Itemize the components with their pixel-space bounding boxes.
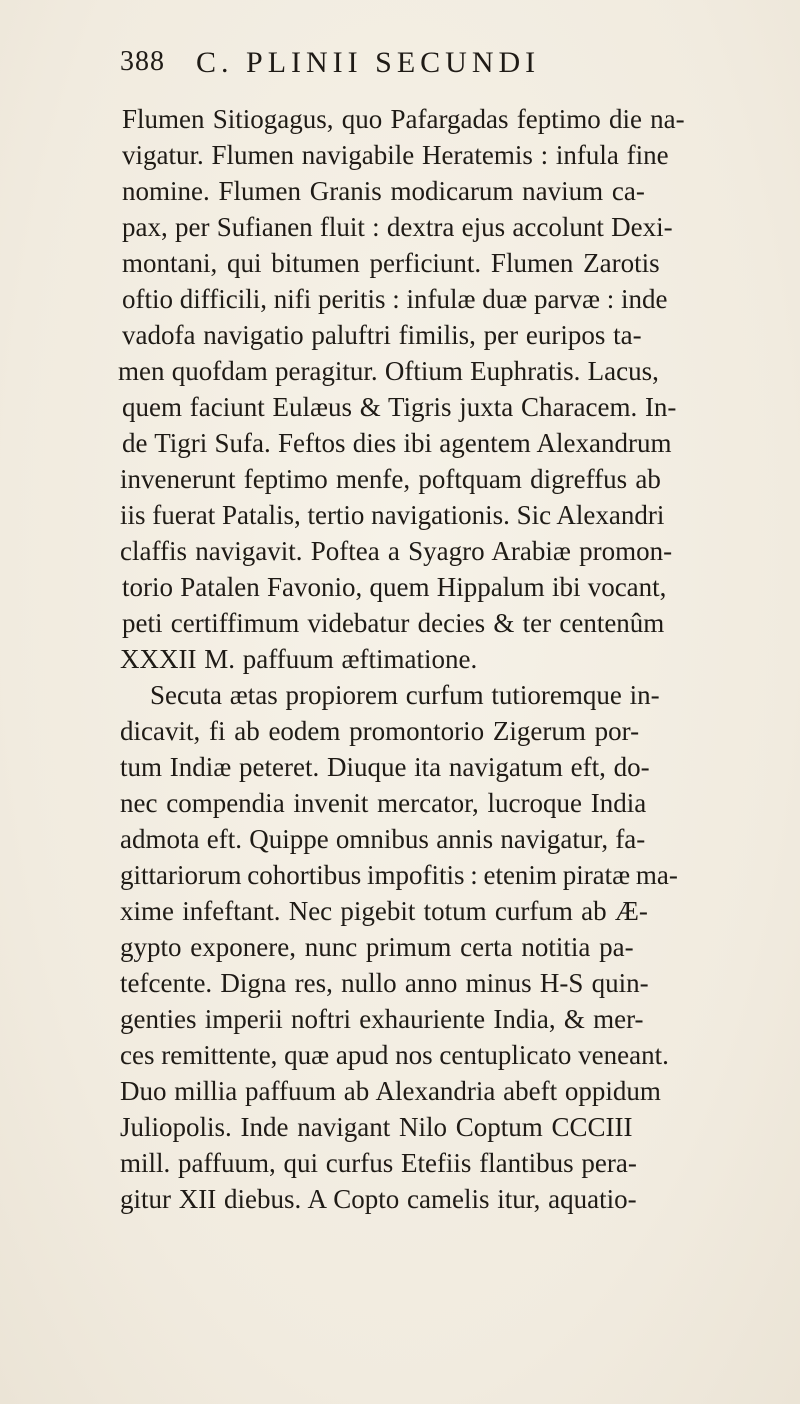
running-head [120,46,680,86]
text-line: Flumen Sitiogagus, quo Pafargadas feptimo die na- [122,104,685,134]
text-line: tum Indiæ peteret. Diuque ita navigatum eft, do- [120,752,650,782]
text-line: torio Patalen Favonio, quem Hippalum ibi vocant, [122,572,667,602]
text-line: Juliopolis. Inde navigant Nilo Coptum CCCIII [120,1112,633,1142]
text-line: ces remittente, quæ apud nos centuplicato veneant. [120,1040,669,1070]
text-line: peti certiffimum videbatur decies & ter centenûm [122,608,665,638]
text-line: dicavit, fi ab eodem promontorio Zigerum por- [120,716,640,746]
text-line: invenerunt feptimo menfe, poftquam digreffus ab [120,464,661,494]
text-line: xime infeftant. Nec pigebit totum curfum ab Æ- [120,896,648,926]
text-line: tefcente. Digna res, nullo anno minus H-S quin- [120,968,649,998]
text-line: montani, qui bitumen perficiunt. Flumen Zarotis [122,248,660,278]
text-line: Duo millia paffuum ab Alexandria abeft oppidum [120,1076,661,1106]
text-line: vigatur. Flumen navigabile Heratemis : infula fine [122,140,669,170]
text-line: Secuta ætas propiorem curfum tutioremque in- [150,680,660,710]
text-line: nomine. Flumen Granis modicarum navium ca- [122,176,645,206]
text-line: gittariorum cohortibus impofitis : etenim piratæ ma- [120,860,678,890]
text-line: gypto exponere, nunc primum certa notitia pa- [120,932,634,962]
text-line: genties imperii noftri exhauriente India, & mer- [120,1004,644,1034]
text-line: de Tigri Sufa. Feftos dies ibi agentem Alexandrum [122,428,672,458]
text-line: vadofa navigatio paluftri fimilis, per euripos ta- [122,320,642,350]
running-title: C. PLINII SECUNDI [196,46,541,79]
text-line: mill. paffuum, qui curfus Etefiis flantibus pera- [120,1148,637,1178]
text-line: men quofdam peragitur. Oftium Euphratis. Lacus, [118,356,659,386]
text-line: claffis navigavit. Poftea a Syagro Arabiæ promon- [120,536,673,566]
text-line: admota eft. Quippe omnibus annis navigatur, fa- [120,824,646,854]
text-line: XXXII M. paffuum æftimatione. [120,644,478,674]
text-line: oftio difficili, nifi peritis : infulæ duæ parvæ : inde [122,284,668,314]
text-line: pax, per Sufianen fluit : dextra ejus accolunt Dexi- [122,212,673,242]
text-line: quem faciunt Eulæus & Tigris juxta Characem. In- [122,392,677,422]
text-line: gitur XII diebus. A Copto camelis itur, aquatio- [120,1184,637,1214]
text-line: iis fuerat Patalis, tertio navigationis. Sic Alexandri [120,500,665,530]
page-number: 388 [120,46,165,77]
text-line: nec compendia invenit mercator, lucroque India [120,788,647,818]
